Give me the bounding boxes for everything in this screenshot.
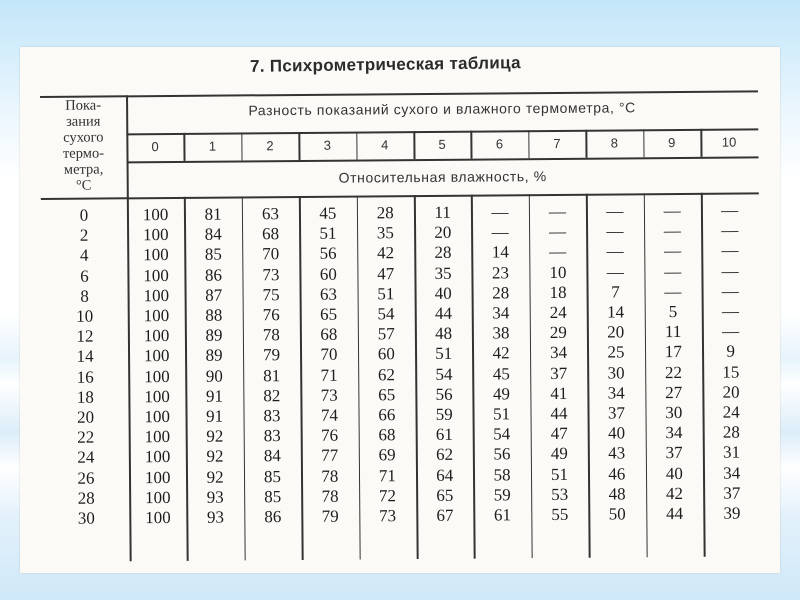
humidity-cell: 85 [264, 486, 282, 507]
humidity-cell: — [721, 240, 739, 261]
humidity-cell: 100 [143, 326, 170, 346]
humidity-cell: 47 [550, 424, 568, 444]
humidity-cell: 44 [434, 303, 452, 323]
humidity-cell: 37 [665, 443, 683, 463]
humidity-cell: 81 [263, 365, 281, 385]
humidity-cell: 23 [491, 262, 510, 283]
dry-temperature-cell: 6 [80, 266, 89, 286]
humidity-cell: 84 [263, 446, 281, 466]
humidity-cell: 87 [205, 285, 223, 305]
difference-header: 0 [151, 139, 159, 155]
humidity-cell: 43 [608, 443, 626, 463]
humidity-cell: 69 [378, 445, 396, 465]
humidity-cell: 88 [205, 305, 223, 325]
humidity-cell: 81 [204, 204, 222, 224]
humidity-cell: 46 [608, 464, 626, 484]
humidity-cell: 83 [263, 406, 281, 426]
humidity-cell: 78 [321, 466, 339, 486]
humidity-cell: 24 [722, 402, 740, 422]
humidity-cell: 24 [549, 302, 567, 323]
humidity-cell: 100 [145, 487, 171, 507]
humidity-cell: 48 [608, 484, 626, 504]
humidity-cell: — [663, 200, 681, 221]
document-page [20, 47, 780, 573]
humidity-cell: 67 [436, 505, 454, 525]
humidity-cell: 100 [144, 386, 170, 406]
table-title: 7. Психрометрическая таблица [249, 53, 521, 76]
humidity-cell: 37 [550, 363, 568, 383]
humidity-cell: 11 [664, 322, 682, 342]
humidity-cell: 92 [206, 426, 224, 446]
humidity-cell: 48 [435, 323, 453, 344]
humidity-cell: 72 [378, 486, 397, 506]
humidity-cell: 64 [436, 465, 454, 485]
humidity-cell: 45 [319, 203, 337, 223]
humidity-cell: 56 [319, 244, 337, 264]
humidity-cell: 100 [145, 507, 171, 528]
humidity-cell: 100 [144, 447, 171, 467]
humidity-cell: 100 [142, 225, 169, 245]
humidity-cell: — [721, 301, 739, 321]
humidity-cell: 100 [143, 245, 169, 265]
dry-temperature-cell: 12 [76, 326, 94, 346]
humidity-cell: — [606, 262, 624, 282]
humidity-caption: Относительная влажность, % [338, 168, 547, 186]
dry-temperature-cell: 30 [77, 508, 95, 528]
humidity-cell: 77 [321, 446, 339, 466]
humidity-cell: — [606, 221, 624, 241]
humidity-cell: 50 [608, 504, 626, 524]
humidity-cell: 44 [550, 403, 568, 424]
humidity-cell: 31 [722, 442, 741, 463]
humidity-cell: 37 [607, 403, 625, 423]
humidity-cell: — [549, 242, 567, 262]
humidity-cell: 58 [493, 464, 511, 485]
humidity-cell: 30 [665, 402, 683, 423]
difference-header: 10 [721, 134, 737, 150]
humidity-cell: 28 [376, 203, 394, 223]
humidity-cell: 100 [143, 305, 170, 326]
humidity-cell: 70 [320, 345, 338, 365]
humidity-cell: 40 [607, 423, 626, 443]
humidity-cell: 20 [607, 322, 625, 342]
humidity-cell: 5 [668, 302, 678, 322]
dry-temperature-cell: 16 [76, 367, 94, 387]
row-header-line: термо- [62, 145, 105, 162]
humidity-cell: 76 [262, 305, 280, 325]
humidity-cell: 61 [435, 424, 453, 445]
humidity-cell: 68 [378, 425, 396, 445]
humidity-cell: 35 [434, 263, 452, 283]
humidity-cell: 71 [320, 365, 338, 385]
humidity-cell: 65 [436, 485, 454, 505]
humidity-cell: 7 [611, 282, 620, 302]
humidity-cell: 51 [550, 464, 569, 484]
humidity-cell: 60 [377, 344, 395, 364]
humidity-cell: 49 [492, 384, 511, 404]
humidity-cell: 68 [262, 224, 280, 244]
dry-temperature-cell: 22 [77, 427, 95, 447]
humidity-cell: 56 [435, 384, 453, 404]
humidity-cell: 91 [205, 386, 224, 406]
humidity-cell: — [549, 222, 567, 242]
row-header-line: °С [75, 177, 92, 194]
row-header-line: зания [65, 113, 101, 130]
humidity-cell: 55 [551, 504, 569, 524]
humidity-cell: 18 [549, 282, 567, 302]
humidity-cell: 9 [726, 341, 736, 362]
humidity-cell: 75 [262, 284, 280, 305]
humidity-cell: 86 [264, 507, 282, 527]
humidity-cell: 90 [205, 366, 223, 386]
humidity-cell: 41 [550, 383, 568, 403]
difference-header: 5 [438, 136, 446, 152]
humidity-cell: 42 [665, 483, 684, 503]
humidity-cell: 40 [665, 463, 683, 483]
dry-temperature-cell: 10 [76, 306, 94, 326]
humidity-cell: 42 [492, 343, 510, 363]
humidity-cell: — [664, 261, 682, 281]
humidity-cell: 76 [320, 425, 339, 445]
humidity-cell: 51 [377, 284, 395, 304]
humidity-cell: 45 [492, 363, 510, 384]
difference-header: 8 [610, 135, 618, 151]
psychrometric-table [40, 88, 762, 564]
humidity-cell: — [663, 221, 681, 241]
humidity-cell: 84 [204, 224, 222, 244]
difference-header: 9 [668, 135, 676, 151]
humidity-cell: 17 [664, 342, 682, 362]
dry-temperature-cell: 2 [79, 225, 89, 245]
humidity-cell: 91 [206, 406, 224, 426]
humidity-cell: 11 [434, 202, 451, 222]
humidity-cell: — [664, 281, 682, 301]
humidity-cell: 60 [319, 264, 337, 284]
humidity-cell: 100 [142, 204, 169, 225]
humidity-cell: 37 [723, 483, 741, 503]
humidity-cell: 14 [607, 302, 625, 322]
humidity-cell: 59 [493, 485, 511, 505]
humidity-cell: 100 [143, 265, 169, 285]
top-border [40, 90, 758, 97]
humidity-cell: 85 [263, 466, 282, 486]
humidity-cell: 62 [435, 445, 454, 465]
humidity-cell: 56 [493, 444, 511, 464]
humidity-cell: — [606, 241, 624, 261]
difference-header: 2 [266, 138, 274, 154]
row-header-line: Пока- [65, 97, 102, 114]
humidity-cell: 38 [492, 323, 510, 343]
humidity-cell: 93 [206, 507, 224, 527]
humidity-cell: 100 [144, 467, 171, 487]
humidity-cell: 83 [263, 426, 281, 446]
humidity-cell: 100 [143, 285, 170, 305]
humidity-cell: 73 [379, 506, 397, 526]
dry-temperature-cell: 26 [77, 468, 95, 488]
humidity-cell: 57 [377, 324, 395, 344]
humidity-cell: 54 [435, 364, 453, 384]
difference-header: 7 [553, 135, 561, 151]
humidity-cell: 40 [434, 283, 452, 303]
humidity-cell: — [606, 201, 624, 221]
humidity-cell: — [721, 200, 739, 220]
humidity-cell: 93 [206, 487, 224, 507]
humidity-cell: 65 [378, 385, 396, 405]
dry-temperature-cell: 0 [79, 205, 89, 225]
humidity-cell: 28 [492, 283, 510, 303]
humidity-cell: 82 [263, 385, 281, 406]
difference-caption: Разность показаний сухого и влажного термометра, °С [248, 99, 636, 119]
humidity-cell: 53 [551, 484, 569, 504]
humidity-cell: 27 [665, 382, 683, 402]
difference-header: 3 [323, 137, 331, 153]
humidity-cell: — [491, 202, 509, 222]
humidity-cell: 51 [319, 223, 337, 243]
humidity-cell: 51 [493, 404, 511, 424]
humidity-cell: 63 [319, 284, 338, 304]
difference-header: 1 [208, 138, 217, 154]
humidity-cell: 34 [723, 463, 741, 483]
difference-header: 4 [381, 137, 389, 153]
dry-temperature-cell: 4 [79, 246, 89, 266]
humidity-cell: 30 [607, 363, 625, 383]
humidity-cell: 66 [378, 405, 396, 425]
humidity-cell: — [721, 321, 740, 341]
humidity-cell: 62 [377, 364, 396, 384]
humidity-cell: 34 [492, 303, 510, 323]
humidity-cell: 34 [607, 383, 625, 403]
row-header [42, 97, 125, 194]
humidity-cell: — [548, 201, 566, 222]
humidity-cell: 100 [144, 406, 171, 427]
humidity-cell: 15 [722, 362, 740, 382]
dry-temperature-cell: 18 [76, 387, 94, 407]
humidity-cell: 54 [493, 424, 511, 444]
humidity-cell: 25 [607, 342, 625, 362]
humidity-cell: 42 [376, 243, 395, 263]
difference-header: 6 [495, 136, 504, 152]
humidity-cell: — [491, 222, 509, 242]
humidity-cell: 70 [262, 244, 280, 264]
row-header-line: метра, [63, 161, 104, 178]
humidity-cell: 79 [321, 506, 339, 526]
dry-temperature-cell: 20 [76, 407, 95, 427]
humidity-cell: 89 [205, 345, 223, 366]
humidity-cell: 49 [550, 444, 568, 464]
dry-temperature-cell: 14 [76, 346, 94, 367]
humidity-cell: 22 [664, 362, 683, 382]
humidity-cell: 78 [321, 486, 339, 506]
humidity-cell: 74 [320, 405, 338, 425]
humidity-cell: 34 [549, 343, 568, 363]
humidity-cell: 29 [549, 323, 567, 343]
humidity-cell: 71 [378, 465, 396, 485]
humidity-cell: 28 [722, 422, 740, 442]
humidity-cell: 100 [143, 346, 170, 366]
humidity-cell: 65 [320, 304, 338, 324]
humidity-cell: 92 [206, 467, 224, 487]
humidity-cell: 10 [549, 262, 567, 282]
humidity-cell: 85 [204, 244, 222, 265]
humidity-cell: 79 [262, 345, 281, 365]
humidity-cell: 68 [320, 324, 338, 344]
humidity-cell: 34 [665, 423, 683, 443]
humidity-cell: — [721, 261, 739, 281]
humidity-cell: 78 [262, 325, 280, 345]
humidity-cell: 39 [723, 503, 741, 523]
humidity-cell: 28 [434, 243, 452, 263]
humidity-cell: 59 [435, 404, 453, 424]
humidity-cell: 20 [722, 382, 740, 402]
humidity-cell: 63 [261, 204, 280, 224]
humidity-cell: 51 [435, 344, 453, 364]
humidity-cell: 35 [376, 223, 394, 243]
dry-temperature-cell: 28 [77, 488, 95, 508]
humidity-cell: 61 [493, 505, 511, 525]
humidity-cell: 44 [666, 503, 684, 524]
humidity-cell: — [721, 281, 739, 301]
humidity-cell: 47 [377, 263, 395, 283]
humidity-cell: 73 [320, 385, 338, 405]
humidity-cell: 92 [206, 446, 224, 467]
humidity-cell: — [663, 241, 682, 261]
humidity-cell: 14 [491, 242, 509, 262]
humidity-cell: 100 [144, 366, 170, 386]
humidity-cell: 73 [262, 264, 280, 284]
humidity-cell: 20 [434, 222, 452, 243]
dry-temperature-cell: 24 [77, 447, 95, 468]
humidity-cell: 86 [204, 265, 223, 285]
header-bottom-border [41, 192, 759, 199]
humidity-cell: 100 [144, 427, 171, 447]
row-header-line: сухого [63, 129, 104, 146]
dry-temperature-cell: 8 [80, 286, 89, 306]
humidity-cell: 54 [377, 304, 395, 324]
humidity-cell: 89 [205, 325, 223, 345]
humidity-cell: — [721, 220, 739, 240]
